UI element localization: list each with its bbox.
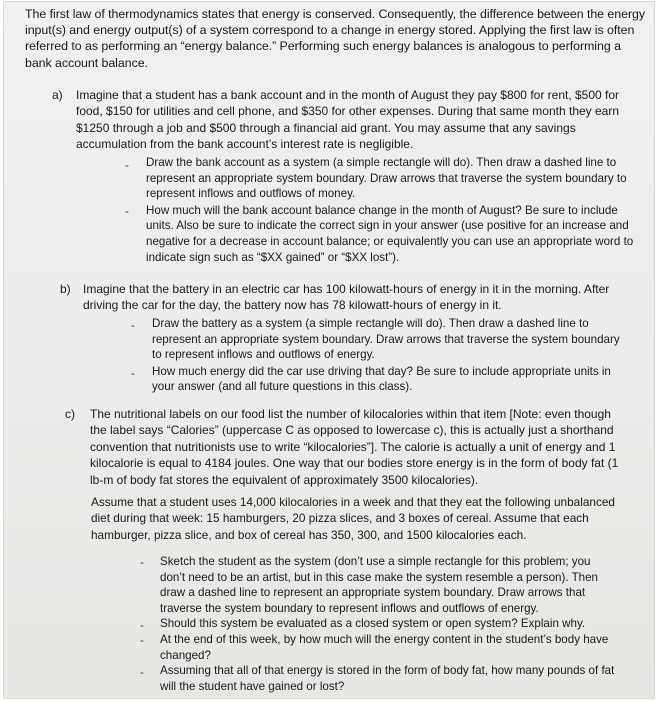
list-item bbox=[140, 616, 616, 633]
item-c-label: c) bbox=[65, 407, 75, 421]
item-b-bullets bbox=[131, 316, 630, 395]
bullet-dash: - bbox=[131, 319, 135, 332]
bullet-dash: - bbox=[125, 159, 129, 172]
item-a-label: a) bbox=[52, 88, 63, 102]
item-b-text bbox=[83, 281, 628, 314]
item-b-bullet-2: How much energy did the car use driving that day? Be sure to include appropriate units in your answer (and all future questions in this class). bbox=[152, 364, 611, 394]
list-item bbox=[131, 364, 630, 395]
intro-paragraph bbox=[25, 6, 645, 71]
item-a-bullet-2: How much will the bank account balance change in the month of August? Be sure to include units. Also be sure to indicate the correct sign in your answer (use positive for an increase and negative for a decrease in account balance; or equivalently you can use an appropriate word to indicate sign such as “$XX gained” or “$XX lost”). bbox=[146, 203, 634, 264]
item-c-bullet-3: At the end of this week, by how much will the energy content in the student’s body have changed? bbox=[160, 632, 609, 662]
list-item bbox=[125, 203, 636, 265]
item-c-bullets bbox=[140, 554, 616, 694]
item-c-text bbox=[90, 406, 625, 488]
item-a-bullet-1: Draw the bank account as a system (a simple rectangle will do). Then draw a dashed line to represent an appropriate system boundary. Draw arrows that traverse the system boundary to represent inflows and outflows of money. bbox=[146, 156, 627, 201]
item-a-paragraph: Imagine that a student has a bank account and in the month of August they pay $800 for rent, $500 for food, $150 for utilities and cell phone, and $350 for other expenses. During that same month they earn $1250 through a job and $500 through a financial aid grant. You may assume that any savings accumulation from the bank account’s interest rate is negligible. bbox=[76, 88, 620, 152]
list-item bbox=[140, 632, 616, 663]
item-c-bullet-4: Assuming that all of that energy is stored in the form of body fat, how many pounds of fat will the student have gained or lost? bbox=[160, 664, 615, 693]
intro-text: The first law of thermodynamics states that energy is conserved. Consequently, the difference between the energy input(s) and energy output(s) of a system correspond to a change in energy stored. Applying the first law is often referred to as performing an “energy balance.” Performing such energy balances is analogous to performing a bank account balance. bbox=[25, 7, 646, 70]
item-a-text bbox=[76, 87, 636, 153]
item-c-paragraph-1: The nutritional labels on our food list the number of kilocalories within that item [Note: even though the label says “Calories” (uppercase C as opposed to lowercase c), this is actually just a shorthand convention that nutritionists use to write “kilocalories”]. The calorie is actually a unit of energy and 1 kilocalorie is equal to 4184 joules. One way that our bodies store energy is in the form of body fat (1 lb-m of body fat stores the equivalent of approximately 3500 kilocalories). bbox=[90, 407, 619, 487]
bullet-dash: - bbox=[125, 204, 129, 218]
item-c-text-2 bbox=[91, 494, 626, 543]
item-b-label: b) bbox=[60, 282, 71, 296]
item-a-bullets bbox=[125, 155, 636, 265]
item-c-bullet-2: Should this system be evaluated as a closed system or open system? Explain why. bbox=[160, 617, 586, 631]
bullet-dash: - bbox=[140, 556, 144, 569]
bullet-dash: - bbox=[131, 366, 135, 380]
document-page bbox=[3, 1, 655, 699]
item-c-paragraph-2: Assume that a student uses 14,000 kilocalories in a week and that they eat the following unbalanced diet during that week: 15 hamburgers, 20 pizza slices, and 3 boxes of cereal. Assume that each hamburger, pizza slice, and box of cereal has 350, 300, and 1500 kilocalories each. bbox=[91, 495, 615, 542]
item-b-bullet-1: Draw the battery as a system (a simple rectangle will do). Then draw a dashed line to represent an appropriate system boundary. Draw arrows that traverse the system boundary to represent inflows and outflows of energy. bbox=[152, 317, 620, 362]
list-item bbox=[140, 554, 616, 616]
item-c-bullet-1: Sketch the student as the system (don’t use a simple rectangle for this problem; you don’t need to be an artist, but in this case make the system resemble a person). Then draw a dashed line to represent an appropriate system boundary. Draw arrows that traverse the system boundary to represent inflows and outflows of energy. bbox=[160, 555, 599, 615]
list-item bbox=[131, 316, 630, 363]
bullet-dash: - bbox=[140, 666, 144, 680]
bullet-dash: - bbox=[140, 619, 144, 633]
list-item bbox=[140, 663, 616, 694]
bullet-dash: - bbox=[140, 633, 144, 647]
item-b-paragraph: Imagine that the battery in an electric car has 100 kilowatt-hours of energy in it in the morning. After driving the car for the day, the battery now has 78 kilowatt-hours of energy in it. bbox=[83, 282, 610, 313]
list-item bbox=[125, 155, 636, 202]
